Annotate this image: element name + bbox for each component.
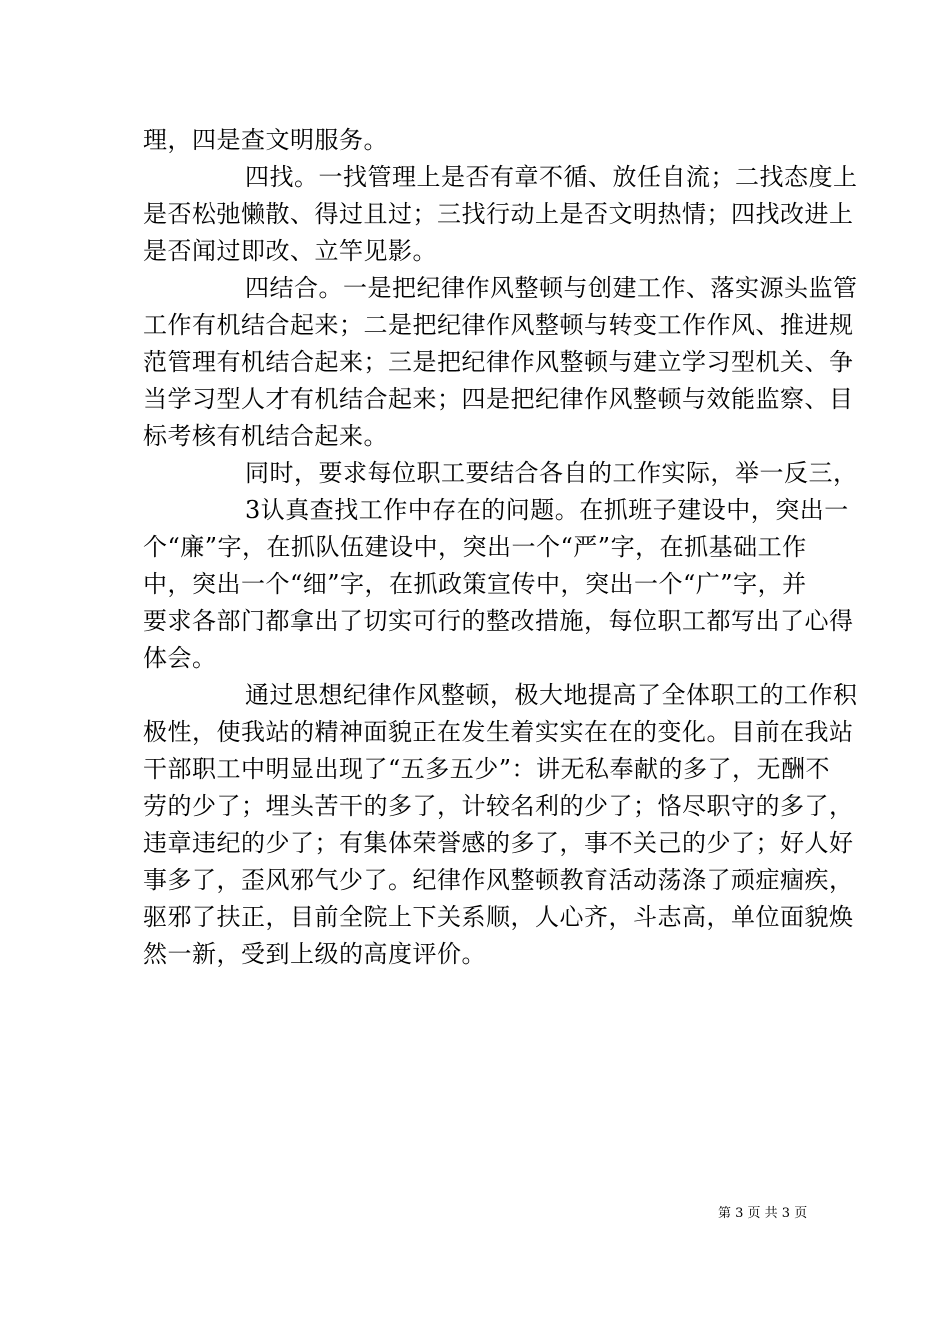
- text-line: 劳的少了；埋头苦干的多了，计较名利的少了；恪尽职守的多了，: [143, 792, 854, 820]
- text-line: 当学习型人才有机结合起来；四是把纪律作风整顿与效能监察、目: [143, 385, 854, 413]
- text-line: 范管理有机结合起来；三是把纪律作风整顿与建立学习型机关、争: [143, 348, 854, 376]
- text-line: 标考核有机结合起来。: [143, 422, 388, 450]
- text-line: 事多了，歪风邪气少了。纪律作风整顿教育活动荡涤了顽症痼疾，: [143, 866, 854, 894]
- page-footer: 第 3 页 共 3 页: [718, 1206, 808, 1221]
- text-line: 体会。: [143, 644, 217, 672]
- text-line: 干部职工中明显出现了“五多五少”：讲无私奉献的多了，无酬不: [143, 755, 831, 783]
- text-line: 要求各部门都拿出了切实可行的整改措施，每位职工都写出了心得: [143, 607, 854, 635]
- text-line: 个“廉”字，在抓队伍建设中，突出一个“严”字，在抓基础工作: [143, 533, 807, 561]
- text-line: 四结合。一是把纪律作风整顿与创建工作、落实源头监管: [245, 274, 858, 302]
- text-line: 是否闻过即改、立竿见影。: [143, 237, 437, 265]
- text-line: 是否松弛懒散、得过且过；三找行动上是否文明热情；四找改进上: [143, 200, 854, 228]
- text-line: 四找。一找管理上是否有章不循、放任自流；二找态度上: [245, 163, 858, 191]
- text-line: 中，突出一个“细”字，在抓政策宣传中，突出一个“广”字，并: [143, 570, 807, 598]
- text-line: 工作有机结合起来；二是把纪律作风整顿与转变工作作风、推进规: [143, 311, 854, 339]
- text-line: 理，四是查文明服务。: [143, 126, 388, 154]
- text-line: 然一新，受到上级的高度评价。: [143, 940, 486, 968]
- text-line: 违章违纪的少了；有集体荣誉感的多了，事不关己的少了；好人好: [143, 829, 854, 857]
- text-line: 通过思想纪律作风整顿，极大地提高了全体职工的工作积: [245, 681, 858, 709]
- text-line: 极性，使我站的精神面貌正在发生着实实在在的变化。目前在我站: [143, 718, 854, 746]
- text-line: 驱邪了扶正，目前全院上下关系顺，人心齐，斗志高，单位面貌焕: [143, 903, 854, 931]
- text-line: 3认真查找工作中存在的问题。在抓班子建设中，突出一: [245, 496, 849, 524]
- text-line: 同时，要求每位职工要结合各自的工作实际，举一反三，: [245, 459, 858, 487]
